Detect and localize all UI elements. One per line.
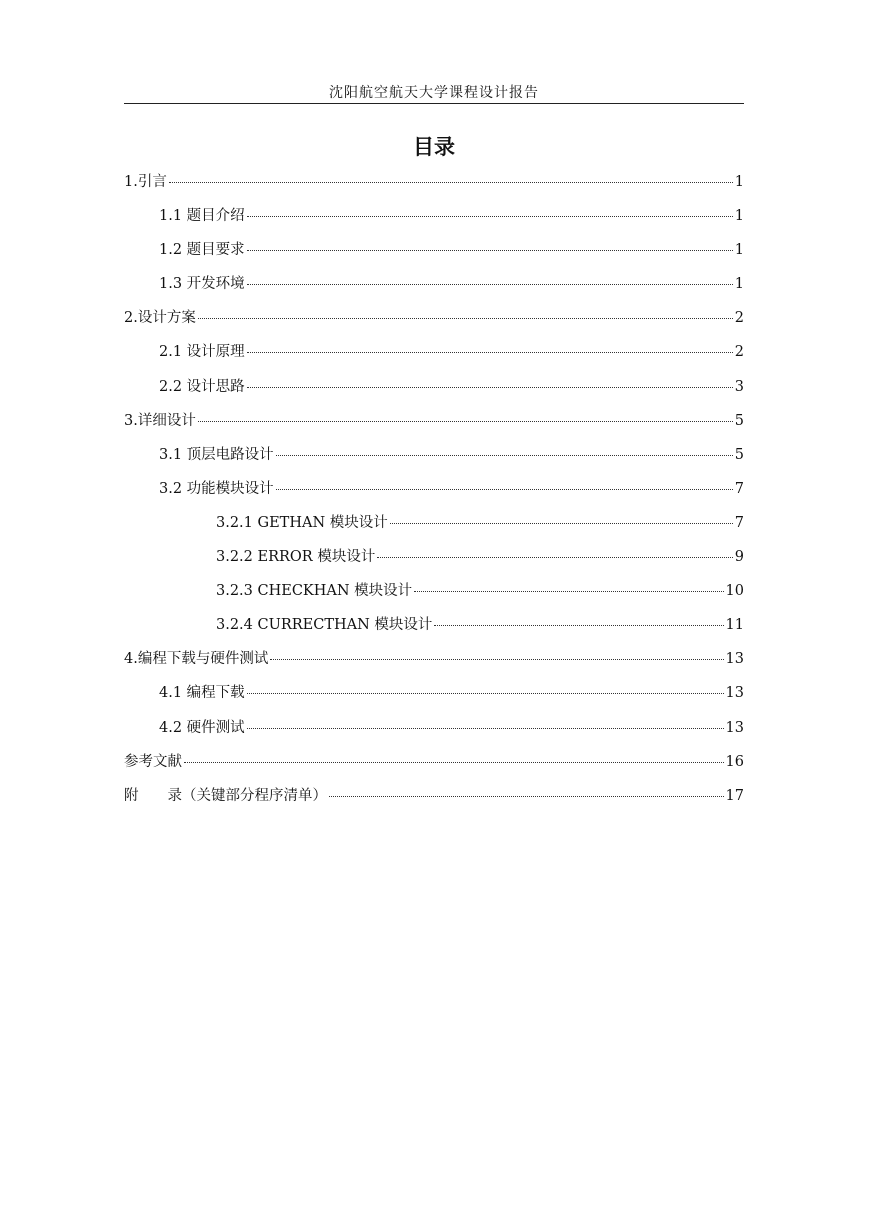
toc-entry-label: 3.2 功能模块设计 xyxy=(159,480,274,497)
toc-entry-page-number: 2 xyxy=(734,344,744,361)
toc-entry-label: 3.2.4 CURRECTHAN 模块设计 xyxy=(216,617,433,634)
dot-leader xyxy=(247,215,733,217)
dot-leader xyxy=(198,317,733,319)
toc-entry-page-number: 13 xyxy=(725,685,744,702)
dot-leader xyxy=(198,420,733,422)
dot-leader xyxy=(184,761,724,763)
dot-leader xyxy=(270,658,723,660)
dot-leader xyxy=(247,692,724,694)
dot-leader xyxy=(247,386,733,388)
dot-leader xyxy=(247,249,733,251)
toc-entry-page-number: 2 xyxy=(734,310,744,327)
toc-entry-page-number: 16 xyxy=(725,753,744,770)
toc-entry[interactable] xyxy=(124,306,744,340)
dot-leader xyxy=(377,556,732,558)
toc-entry[interactable] xyxy=(124,340,744,374)
toc-entry[interactable] xyxy=(124,716,744,750)
toc-entry[interactable] xyxy=(124,375,744,409)
dot-leader xyxy=(390,522,733,524)
dot-leader xyxy=(247,727,724,729)
dot-leader xyxy=(276,454,733,456)
dot-leader xyxy=(247,283,733,285)
toc-entry-label: 4.编程下载与硬件测试 xyxy=(124,651,269,668)
dot-leader xyxy=(414,590,723,592)
toc-entry-page-number: 13 xyxy=(725,719,744,736)
toc-entry[interactable] xyxy=(124,647,744,681)
toc-entry-label: 附 录（关键部分程序清单） xyxy=(124,787,327,804)
toc-entry-label: 3.2.3 CHECKHAN 模块设计 xyxy=(216,583,413,600)
dot-leader xyxy=(434,624,723,626)
toc-entry[interactable] xyxy=(124,443,744,477)
toc-entry[interactable] xyxy=(124,579,744,613)
toc-entry-label: 3.2.2 ERROR 模块设计 xyxy=(216,549,376,566)
toc-entry-page-number: 5 xyxy=(734,446,744,463)
toc-entry-label: 1.2 题目要求 xyxy=(159,242,245,259)
toc-entry-label: 4.1 编程下载 xyxy=(159,685,245,702)
toc-entry-page-number: 9 xyxy=(734,549,744,566)
toc-entry-label: 2.2 设计思路 xyxy=(159,378,245,395)
toc-entry-label: 3.详细设计 xyxy=(124,412,196,429)
dot-leader xyxy=(329,795,724,797)
toc-entry-page-number: 3 xyxy=(734,378,744,395)
toc-entry-label: 1.1 题目介绍 xyxy=(159,208,245,225)
toc-entry-label: 3.2.1 GETHAN 模块设计 xyxy=(216,514,388,531)
toc-entry[interactable] xyxy=(124,545,744,579)
table-of-contents xyxy=(124,170,744,818)
toc-entry[interactable] xyxy=(124,681,744,715)
toc-entry[interactable] xyxy=(124,750,744,784)
toc-entry[interactable] xyxy=(124,238,744,272)
toc-entry[interactable] xyxy=(124,272,744,306)
toc-entry-label: 参考文献 xyxy=(124,753,182,770)
toc-entry-label: 2.1 设计原理 xyxy=(159,344,245,361)
toc-entry-label: 1.3 开发环境 xyxy=(159,276,245,293)
dot-leader xyxy=(169,181,733,183)
toc-entry-page-number: 7 xyxy=(734,514,744,531)
toc-entry-page-number: 5 xyxy=(734,412,744,429)
dot-leader xyxy=(276,488,733,490)
toc-entry-label: 4.2 硬件测试 xyxy=(159,719,245,736)
toc-entry-page-number: 1 xyxy=(734,208,744,225)
toc-entry-page-number: 13 xyxy=(725,651,744,668)
toc-entry-page-number: 1 xyxy=(734,242,744,259)
toc-entry-label: 1.引言 xyxy=(124,174,167,190)
toc-title: 目录 xyxy=(413,135,455,159)
toc-entry-label: 3.1 顶层电路设计 xyxy=(159,446,274,463)
toc-entry[interactable] xyxy=(124,511,744,545)
toc-entry[interactable] xyxy=(124,170,744,204)
toc-entry[interactable] xyxy=(124,784,744,818)
toc-entry-page-number: 17 xyxy=(725,787,744,804)
toc-entry[interactable] xyxy=(124,613,744,647)
dot-leader xyxy=(247,351,733,353)
toc-entry-page-number: 1 xyxy=(734,276,744,293)
toc-entry[interactable] xyxy=(124,204,744,238)
toc-entry-label: 2.设计方案 xyxy=(124,310,196,327)
toc-entry[interactable] xyxy=(124,409,744,443)
page-header: 沈阳航空航天大学课程设计报告 xyxy=(329,85,539,101)
toc-entry-page-number: 10 xyxy=(725,583,744,600)
toc-entry-page-number: 11 xyxy=(725,617,744,634)
header-rule xyxy=(124,103,744,104)
toc-entry-page-number: 7 xyxy=(734,480,744,497)
toc-entry[interactable] xyxy=(124,477,744,511)
toc-entry-page-number: 1 xyxy=(734,174,744,190)
